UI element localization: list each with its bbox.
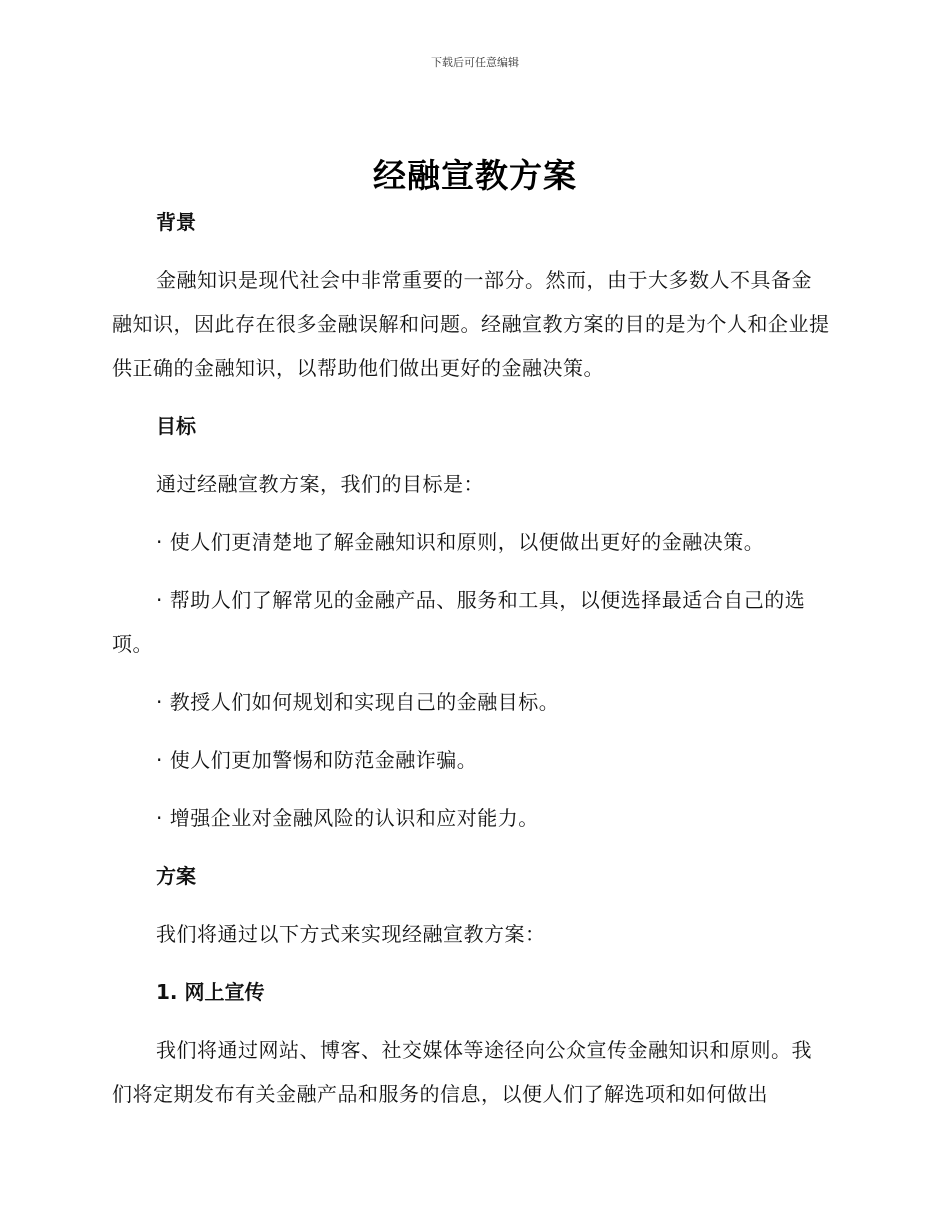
goal-item: · 增强企业对金融风险的认识和应对能力。 [156,806,539,830]
goal-item: · 帮助人们了解常见的金融产品、服务和工具，以便选择最适合自己的选项。 [112,588,806,656]
header-note: 下载后可任意编辑 [431,56,519,69]
plan-intro: 我们将通过以下方式来实现经融宣教方案： [156,922,546,946]
plan-subheading-online: 1. 网上宣传 [156,980,265,1004]
background-paragraph: 金融知识是现代社会中非常重要的一部分。然而，由于大多数人不具备金融知识，因此存在很多金融误解和问题。经融宣教方案的目的是为个人和企业提供正确的金融知识，以帮助他们做出更好的金融决策。 [112,268,830,380]
section-heading-background: 背景 [156,210,196,234]
goal-item: · 使人们更加警惕和防范金融诈骗。 [156,748,478,772]
document-body [112,200,832,1116]
section-heading-plan: 方案 [156,864,196,888]
goal-item: · 使人们更清楚地了解金融知识和原则，以便做出更好的金融决策。 [156,530,765,554]
goal-item: · 教授人们如何规划和实现自己的金融目标。 [156,690,560,714]
section-heading-goals: 目标 [156,414,196,438]
goals-intro: 通过经融宣教方案，我们的目标是： [156,472,484,496]
plan-online-paragraph: 我们将通过网站、博客、社交媒体等途径向公众宣传金融知识和原则。我们将定期发布有关金融产品和服务的信息，以便人们了解选项和如何做出 [112,1038,812,1106]
document-title: 经融宣教方案 [373,156,577,195]
